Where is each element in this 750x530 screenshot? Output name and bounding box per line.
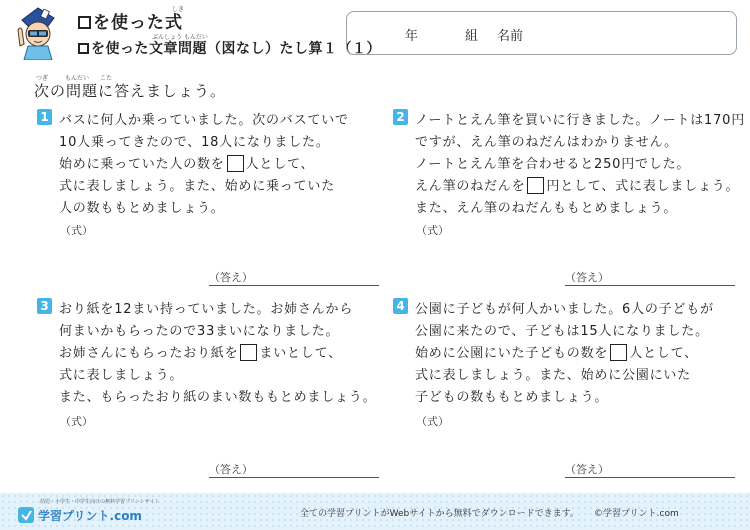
problem-3	[37, 298, 387, 483]
worksheet-footer	[0, 493, 750, 530]
problem-text-part: 円として、式に表しましょう。	[546, 179, 740, 194]
instruction-text: 次の問題に答えましょう。	[34, 82, 227, 100]
name-box-year: 年	[405, 29, 419, 44]
problem-text-line: ですが、えん筆のねだんはわかりません。	[415, 135, 678, 150]
box-symbol-icon	[78, 43, 89, 54]
box-symbol-icon	[78, 16, 91, 29]
problem-text-line: 10人乗ってきたので、18人になりました。	[59, 135, 330, 150]
answer-label: （答え）	[565, 463, 609, 476]
problem-text-line	[415, 175, 739, 194]
worksheet-subtitle-text: を使った文章問題（図なし）たし算１（１）	[91, 41, 381, 57]
name-box	[346, 11, 737, 55]
problem-text-line	[59, 153, 314, 172]
answer-line	[565, 477, 735, 478]
subtitle-ruby: ぶんしょう もんだい	[152, 34, 208, 41]
problem-text-line: ノートとえん筆を買いに行きました。ノートは170円	[415, 113, 746, 128]
instruction-ruby-mondai: もんだい	[65, 75, 90, 82]
footer-logo-tagline: 幼児・小学生・中学生向けの無料学習プリントサイト	[40, 499, 160, 505]
problem-text-line: 子どもの数ももとめましょう。	[415, 390, 609, 405]
answer-label: （答え）	[209, 271, 253, 284]
worksheet-title	[78, 8, 183, 33]
problem-number-badge: 3	[37, 298, 52, 314]
answer-label: （答え）	[209, 463, 253, 476]
problem-number-badge: 1	[37, 109, 52, 125]
instruction-ruby-kota: こた	[100, 75, 113, 82]
blank-box	[240, 344, 257, 361]
problem-1	[37, 109, 387, 289]
problem-text-line: 式に表しましょう。	[59, 368, 184, 383]
answer-line	[209, 477, 379, 478]
blank-box	[527, 177, 544, 194]
name-box-name: 名前	[497, 29, 524, 44]
problem-text-line: また、えん筆のねだんももとめましょう。	[415, 201, 678, 216]
footer-copyright: ©学習プリント.com	[594, 509, 679, 519]
problem-number-badge: 2	[393, 109, 408, 125]
answer-line	[209, 285, 379, 286]
problem-text-part: 始めに公園にいた子どもの数を	[415, 346, 609, 361]
problem-text-line: ノートとえん筆を合わせると250円でした。	[415, 157, 691, 172]
problem-text-line	[415, 342, 698, 361]
footer-notice: 全ての学習プリントがWebサイトから無料でダウンロードできます。	[300, 509, 579, 519]
problem-text-part: 人として、	[629, 346, 698, 361]
problem-4	[393, 298, 743, 483]
formula-label: （式）	[416, 415, 449, 428]
problem-2	[393, 109, 746, 289]
mascot-icon	[14, 6, 62, 60]
problem-text-part: まいとして、	[259, 346, 342, 361]
problem-text-line: 人の数ももとめましょう。	[59, 201, 225, 216]
problem-text-line: また、もらったおり紙のまい数ももとめましょう。	[59, 390, 377, 405]
problem-text-line: おり紙を12まい持っていました。お姉さんから	[59, 302, 354, 317]
title-ruby: しき	[172, 6, 185, 13]
problem-text-line: 式に表しましょう。また、始めに公園にいた	[415, 368, 692, 383]
answer-line	[565, 285, 735, 286]
formula-label: （式）	[416, 224, 449, 237]
worksheet-title-text: を使った式	[93, 13, 183, 33]
problem-text-line: 式に表しましょう。また、始めに乗っていた	[59, 179, 336, 194]
instruction-ruby-tsugi: つぎ	[36, 75, 49, 82]
formula-label: （式）	[60, 224, 93, 237]
formula-label: （式）	[60, 415, 93, 428]
worksheet-subtitle	[78, 38, 381, 58]
site-logo-link[interactable]: 学習プリント.com	[38, 509, 142, 523]
problem-text-line: バスに何人か乗っていました。次のバスていで	[59, 113, 349, 128]
problem-text-line: 公園に子どもが何人かいました。6人の子どもが	[415, 302, 714, 317]
blank-box	[610, 344, 627, 361]
problem-number-badge: 4	[393, 298, 408, 314]
problem-text-line: 何まいかもらったので33まいになりました。	[59, 324, 340, 339]
problem-text-part: お姉さんにもらったおり紙を	[59, 346, 239, 361]
problem-text-line: 公園に来たので、子どもは15人になりました。	[415, 324, 709, 339]
blank-box	[227, 155, 244, 172]
problem-text-part: えん筆のねだんを	[415, 179, 526, 194]
problem-text-line	[59, 342, 342, 361]
answer-label: （答え）	[565, 271, 609, 284]
problem-text-part: 始めに乗っていた人の数を	[59, 157, 225, 172]
name-box-class: 組	[465, 29, 479, 44]
worksheet-header	[0, 0, 750, 62]
problem-text-part: 人として、	[245, 157, 315, 172]
